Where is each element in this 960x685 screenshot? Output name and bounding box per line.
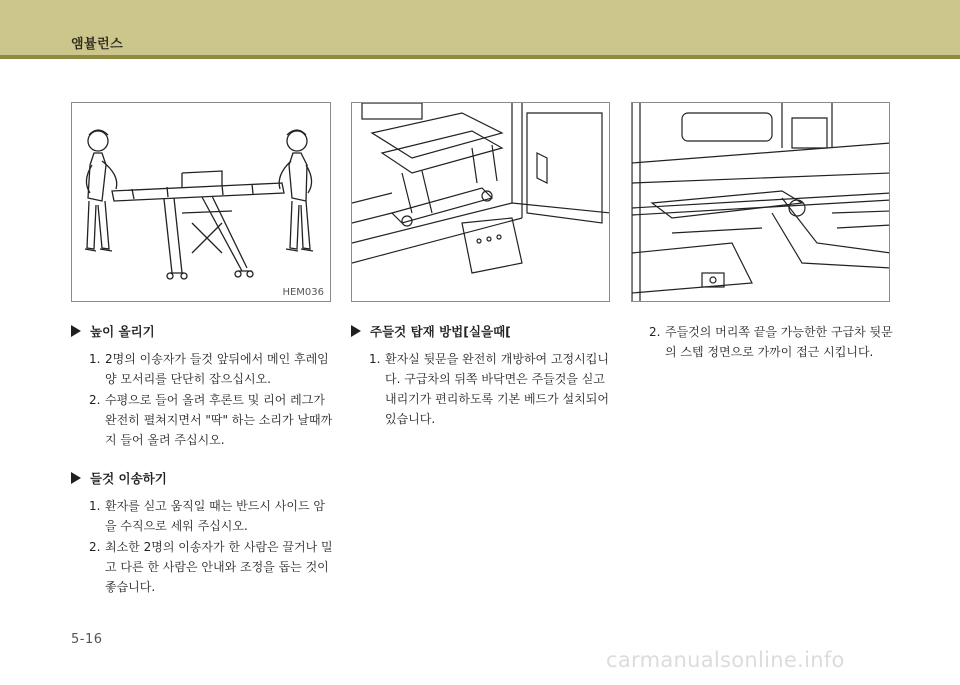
column-left <box>71 322 336 598</box>
header-band <box>0 0 960 55</box>
triangle-bullet-icon <box>351 325 361 337</box>
list-item <box>71 496 336 536</box>
list-item <box>71 390 336 450</box>
section-title: 들것 이송하기 <box>90 471 167 486</box>
section-title: 주들것 탑재 방법[실을때[ <box>370 324 511 339</box>
list-item <box>71 537 336 597</box>
triangle-bullet-icon <box>71 325 81 337</box>
list-item <box>71 349 336 389</box>
section-title: 높이 올리기 <box>90 324 155 339</box>
column-right <box>631 322 896 363</box>
item-text: 최소한 2명의 이송자가 한 사람은 끌거나 밀고 다른 한 사람은 안내와 조정을 돕는 것이 좋습니다. <box>105 540 333 594</box>
figure-approach-step <box>631 102 890 302</box>
list-item <box>351 349 616 429</box>
watermark: carmanualsonline.info <box>606 648 845 672</box>
item-text: 주들것의 머리쪽 끝을 가능한한 구급차 뒷문의 스텝 정면으로 가까이 접근 시킵니다. <box>665 325 893 359</box>
triangle-bullet-icon <box>71 472 81 484</box>
instruction-list <box>71 349 336 450</box>
instruction-list <box>71 496 336 597</box>
section-heading <box>71 469 336 487</box>
lift-stretcher-illustration <box>72 103 331 302</box>
figure-lift-stretcher <box>71 102 331 302</box>
figure-code: HEM036 <box>282 287 324 298</box>
instruction-list <box>351 349 616 429</box>
approach-step-illustration <box>632 103 890 302</box>
load-stretcher-illustration <box>352 103 610 302</box>
item-text: 환자를 싣고 움직일 때는 반드시 사이드 암을 수직으로 세워 주십시오. <box>105 499 325 533</box>
page-number: 5-16 <box>71 632 103 647</box>
instruction-list <box>631 322 896 362</box>
section-heading <box>71 322 336 340</box>
chapter-title: 앰뷸런스 <box>71 37 124 52</box>
item-number: 2. <box>89 393 101 407</box>
list-item <box>631 322 896 362</box>
item-number: 1. <box>369 352 381 366</box>
section-heading <box>351 322 616 340</box>
column-middle <box>351 322 616 430</box>
item-text: 2명의 이송자가 들것 앞뒤에서 메인 후레임 양 모서리를 단단히 잡으십시오. <box>105 352 329 386</box>
item-text: 환자실 뒷문을 완전히 개방하여 고정시킵니다. 구급차의 뒤쪽 바닥면은 주들것을 싣고 내리기가 편리하도록 기본 베드가 설치되어 있습니다. <box>385 352 609 426</box>
figure-load-stretcher <box>351 102 610 302</box>
item-number: 1. <box>89 352 101 366</box>
item-number: 2. <box>649 325 661 339</box>
item-number: 2. <box>89 540 101 554</box>
item-number: 1. <box>89 499 101 513</box>
item-text: 수평으로 들어 올려 후론트 및 리어 레그가 완전히 펼쳐지면서 "딱" 하는 소리가 날때까지 들어 올려 주십시오. <box>105 393 333 447</box>
header-divider <box>0 55 960 59</box>
